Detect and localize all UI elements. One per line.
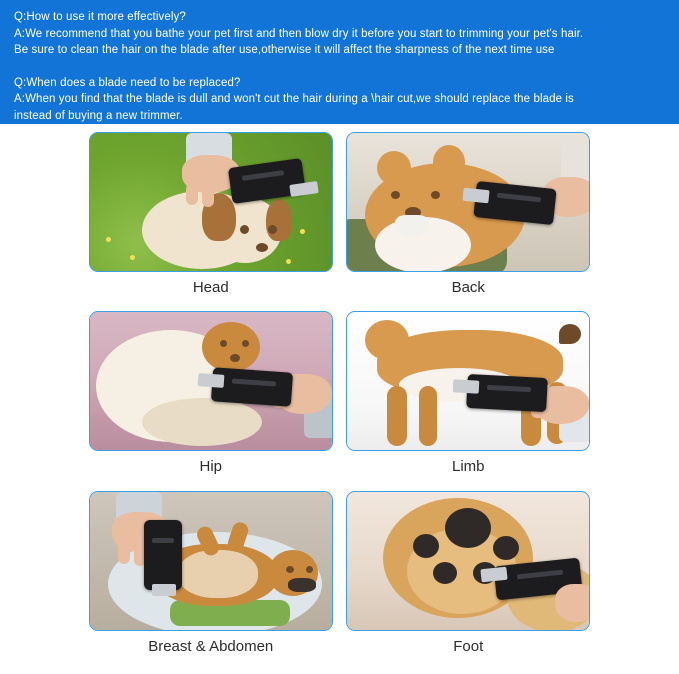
scene-bulldog-belly (90, 492, 332, 630)
faq-question-1: Q:How to use it more effectively? (14, 11, 186, 23)
photo-foot (346, 491, 590, 631)
caption-back: Back (451, 279, 485, 296)
scene-pomeranian-hip (90, 312, 332, 450)
usage-cell-breast-abdomen (86, 491, 336, 670)
caption-head: Head (192, 279, 229, 296)
faq-answer-2-line-1: A:When you find that the blade is dull and won't cut the hair during a \hair cut,we should replace the blade is (14, 93, 574, 105)
photo-breast-abdomen (89, 491, 333, 631)
usage-photo-grid (0, 124, 679, 674)
faq-answer-1-line-1: A:We recommend that you bathe your pet first and then blow dry it before you start to trimming your pet's hair. (14, 27, 584, 40)
photo-hip (89, 311, 333, 451)
scene-paw-closeup (347, 492, 589, 630)
photo-head (89, 132, 333, 272)
faq-question-2: Q:When does a blade need to be replaced? (14, 76, 241, 89)
caption-limb: Limb (451, 458, 485, 476)
usage-cell-head (86, 132, 336, 311)
faq-spacer (14, 59, 665, 75)
scene-dog-on-grass-head (90, 133, 332, 271)
scene-shiba-standing-limb (347, 312, 589, 450)
usage-cell-limb (344, 311, 594, 490)
faq-banner (0, 0, 679, 124)
caption-foot: Foot (453, 637, 484, 655)
photo-back (346, 132, 590, 272)
faq-answer-1-line-2: Be sure to clean the hair on the blade after use,otherwise it will affect the sharpness of the next time use (14, 44, 555, 56)
photo-limb (346, 311, 590, 451)
caption-hip: Hip (199, 458, 222, 476)
usage-cell-hip (86, 311, 336, 490)
faq-answer-2-line-2: instead of buying a new trimmer. (14, 109, 183, 122)
usage-cell-back (344, 132, 594, 311)
caption-breast-abdomen: Breast & Abdomen (148, 637, 274, 655)
scene-shiba-on-cushion-back (347, 133, 589, 271)
usage-cell-foot (344, 491, 594, 670)
